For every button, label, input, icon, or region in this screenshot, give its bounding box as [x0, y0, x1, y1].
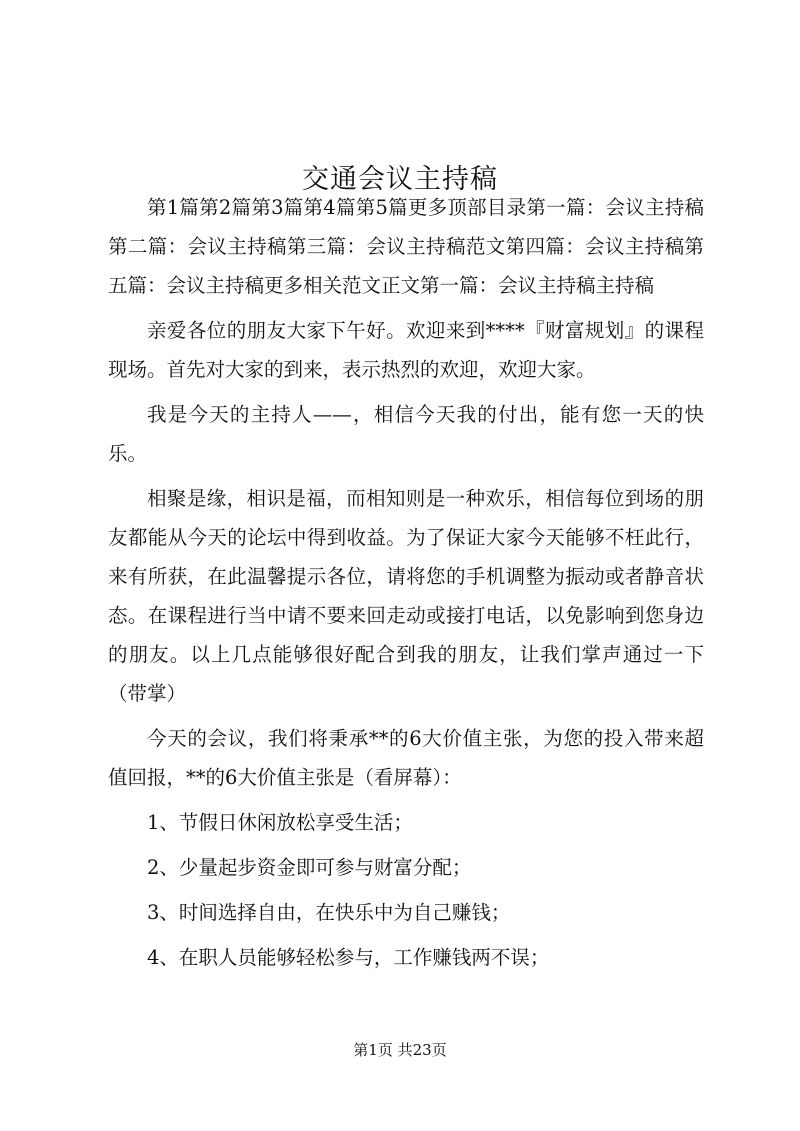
document-title: 交通会议主持稿	[302, 164, 498, 196]
list-item: 3、时间选择自由，在快乐中为自己赚钱；	[147, 901, 511, 924]
paragraph-toc: 第1篇第2篇第3篇第4篇第5篇更多顶部目录第一篇：会议主持稿第二篇：会议主持稿第三篇：会议主持稿范文第四篇：会议主持稿第五篇：会议主持稿更多相关范文正文第一篇：会议主持稿主持稿	[108, 196, 704, 297]
list-item: 2、少量起步资金即可参与财富分配；	[147, 856, 472, 879]
paragraph-value-intro: 今天的会议，我们将秉承**的6大价值主张，为您的投入带来超值回报，**的6大价值主张是（看屏幕）：	[108, 727, 704, 789]
paragraph-host-intro: 我是今天的主持人——，相信今天我的付出，能有您一天的快乐。	[108, 403, 704, 465]
paragraph-greeting: 亲爱各位的朋友大家下午好。欢迎来到****『财富规划』的课程现场。首先对大家的到来，表示热烈的欢迎，欢迎大家。	[108, 319, 704, 381]
document-body	[108, 188, 704, 983]
paragraph-reminder: 相聚是缘，相识是福，而相知则是一种欢乐，相信每位到场的朋友都能从今天的论坛中得到收益。为了保证大家今天能够不枉此行，来有所获，在此温馨提示各位，请将您的手机调整为振动或者静音状态。在课程进行当中请不要来回走动或接打电话，以免影响到您身边的朋友。以上几点能够很好配合到我的朋友，让我们掌声通过一下（带掌）	[108, 487, 704, 705]
page-number-footer: 第1页 共23页	[353, 1041, 447, 1059]
list-item: 4、在职人员能够轻松参与，工作赚钱两不误；	[147, 946, 550, 969]
list-item: 1、节假日休闲放松享受生活；	[147, 811, 413, 834]
